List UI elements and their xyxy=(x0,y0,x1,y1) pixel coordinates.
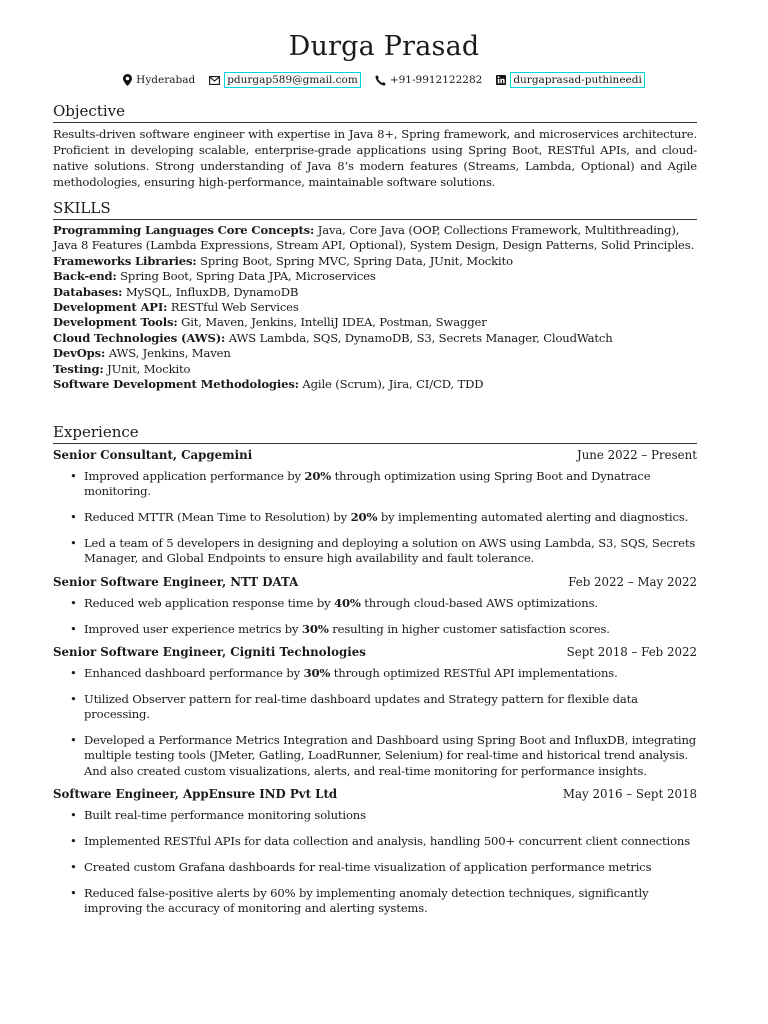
bullet-highlight: 30% xyxy=(303,666,331,681)
skill-label: Databases: xyxy=(53,284,123,299)
job-dates: Sept 2018 – Feb 2022 xyxy=(566,645,697,660)
phone-icon xyxy=(375,75,386,86)
bullet-text: Built real-time performance monitoring solutions xyxy=(84,808,366,823)
job-bullet xyxy=(53,808,697,823)
objective-section xyxy=(53,101,697,190)
job-title: Senior Software Engineer, Cigniti Technologies xyxy=(53,645,366,660)
contact-phone xyxy=(375,72,483,88)
skill-row xyxy=(53,331,697,346)
bullet-text: Created custom Grafana dashboards for real-time visualization of application performance metrics xyxy=(84,859,652,874)
envelope-icon xyxy=(209,76,220,85)
bullet-text-tail: through cloud-based AWS optimizations. xyxy=(360,595,598,610)
map-pin-icon xyxy=(123,74,132,86)
skill-label: Frameworks Libraries: xyxy=(53,253,197,268)
bullet-text: Enhanced dashboard performance by xyxy=(84,666,304,681)
skill-row xyxy=(53,377,697,392)
objective-title: Objective xyxy=(53,101,697,123)
jobs-list xyxy=(53,447,697,916)
location-text: Hyderabad xyxy=(136,74,196,86)
bullet-text-tail: by implementing automated alerting and diagnostics. xyxy=(377,510,689,525)
bullet-text: Reduced false-positive alerts by 60% by implementing anomaly detection techniques, significantly improving the accuracy of monitoring and alerting systems. xyxy=(84,885,649,916)
skill-label: Development Tools: xyxy=(53,315,178,330)
job-entry xyxy=(53,574,697,637)
job-header xyxy=(53,786,697,802)
job-bullet xyxy=(53,596,697,611)
skill-label: DevOps: xyxy=(53,346,106,361)
bullet-text: Improved user experience metrics by xyxy=(84,621,302,636)
bullet-text-tail: through optimization using Spring Boot and Dynatrace monitoring. xyxy=(84,469,651,499)
job-bullet xyxy=(53,622,697,637)
bullet-highlight: 20% xyxy=(350,510,378,525)
job-bullet xyxy=(53,860,697,875)
job-bullet xyxy=(53,733,697,779)
skill-label: Cloud Technologies (AWS): xyxy=(53,330,226,345)
job-dates: May 2016 – Sept 2018 xyxy=(562,787,697,802)
skill-value: Spring Boot, Spring MVC, Spring Data, JUnit, Mockito xyxy=(200,253,513,268)
skill-row xyxy=(53,346,697,361)
job-bullets xyxy=(53,596,697,637)
bullet-highlight: 40% xyxy=(334,595,361,610)
job-bullet xyxy=(53,692,697,723)
skill-value: JUnit, Mockito xyxy=(107,361,191,376)
skill-row xyxy=(53,223,697,254)
bullet-text: Reduced web application response time by xyxy=(84,595,335,610)
skill-value: AWS, Jenkins, Maven xyxy=(108,346,231,361)
job-bullets xyxy=(53,666,697,779)
skill-value: AWS Lambda, SQS, DynamoDB, S3, Secrets Manager, CloudWatch xyxy=(228,330,613,345)
skill-label: Back-end: xyxy=(53,269,117,284)
job-bullet xyxy=(53,469,697,500)
job-dates: Feb 2022 – May 2022 xyxy=(568,574,697,589)
email-link[interactable]: pdurgap589@gmail.com xyxy=(224,72,361,88)
job-header xyxy=(53,447,697,463)
skill-row xyxy=(53,269,697,284)
job-title: Senior Software Engineer, NTT DATA xyxy=(53,574,299,589)
job-bullet xyxy=(53,834,697,849)
bullet-text: Improved application performance by xyxy=(84,469,305,483)
contact-bar xyxy=(0,71,768,89)
skill-value: Java, Core Java (OOP, Collections Framework, Multithreading), Java 8 Features (Lambda Expressions, Stream API, Optional), System Design, Design Patterns, Solid Principles. xyxy=(53,223,695,253)
job-header xyxy=(53,574,697,590)
skill-row xyxy=(53,300,697,315)
job-header xyxy=(53,644,697,660)
bullet-text: Reduced MTTR (Mean Time to Resolution) by xyxy=(84,510,351,525)
bullet-text: Led a team of 5 developers in designing and deploying a solution on AWS using Lambda, S3, SQS, Secrets Manager, and Global Endpoints to ensure high availability and fault tolerance. xyxy=(84,536,696,566)
job-bullet xyxy=(53,536,697,567)
job-entry xyxy=(53,644,697,779)
skill-value: RESTful Web Services xyxy=(170,300,299,315)
skill-label: Software Development Methodologies: xyxy=(53,377,299,392)
skill-value: Spring Boot, Spring Data JPA, Microservices xyxy=(120,269,376,284)
skill-value: Agile (Scrum), Jira, CI/CD, TDD xyxy=(302,377,484,392)
skills-list xyxy=(53,223,697,392)
skill-value: MySQL, InfluxDB, DynamoDB xyxy=(125,284,299,299)
job-title: Senior Consultant, Capgemini xyxy=(53,448,253,462)
skill-value: Git, Maven, Jenkins, IntelliJ IDEA, Postman, Swagger xyxy=(181,315,487,330)
job-bullet xyxy=(53,510,697,525)
skills-section xyxy=(53,198,697,392)
job-bullet xyxy=(53,886,697,917)
experience-title: Experience xyxy=(53,422,697,444)
job-entry xyxy=(53,447,697,567)
bullet-highlight: 20% xyxy=(304,469,332,483)
candidate-name: Durga Prasad xyxy=(288,31,480,62)
bullet-text-tail: resulting in higher customer satisfaction scores. xyxy=(328,621,610,636)
phone-text: +91-9912122282 xyxy=(389,74,483,86)
bullet-highlight: 30% xyxy=(302,621,329,636)
bullet-text: Implemented RESTful APIs for data collection and analysis, handling 500+ concurrent client connections xyxy=(84,834,691,849)
skill-label: Programming Languages Core Concepts: xyxy=(53,223,315,237)
linkedin-icon xyxy=(496,75,506,85)
job-dates: June 2022 – Present xyxy=(576,448,697,462)
skills-title: SKILLS xyxy=(53,198,697,220)
job-entry xyxy=(53,786,697,916)
experience-section xyxy=(53,422,697,916)
contact-linkedin[interactable] xyxy=(496,72,645,88)
skill-row xyxy=(53,315,697,330)
job-bullets xyxy=(53,469,697,567)
skill-row xyxy=(53,285,697,300)
job-bullet xyxy=(53,666,697,681)
contact-location xyxy=(123,72,195,88)
bullet-text: Utilized Observer pattern for real-time dashboard updates and Strategy pattern for flexible data processing. xyxy=(84,691,638,722)
skill-label: Testing: xyxy=(53,361,104,376)
skill-row xyxy=(53,362,697,377)
objective-text: Results-driven software engineer with expertise in Java 8+, Spring framework, and microservices architecture. Proficient in developing scalable, enterprise-grade applications using Spring Boot, RESTful APIs, and cloud-native solutions. Strong understanding of Java 8’s modern features (Streams, Lambda, Optional) and Agile methodologies, ensuring high-performance, maintainable software solutions. xyxy=(53,127,697,189)
linkedin-link[interactable]: durgaprasad-puthineedi xyxy=(510,72,645,88)
skill-row xyxy=(53,254,697,269)
bullet-text: Developed a Performance Metrics Integration and Dashboard using Spring Boot and InfluxDB, integrating multiple testing tools (JMeter, Gatling, LoadRunner, Selenium) for real-time and historical trend analysis. And also created custom visualizations, alerts, and real-time monitoring for performance insights. xyxy=(84,733,697,778)
contact-email[interactable] xyxy=(209,72,361,88)
job-title: Software Engineer, AppEnsure IND Pvt Ltd xyxy=(53,787,338,802)
bullet-text-tail: through optimized RESTful API implementations. xyxy=(330,666,618,681)
skill-label: Development API: xyxy=(53,300,168,315)
job-bullets xyxy=(53,808,697,916)
